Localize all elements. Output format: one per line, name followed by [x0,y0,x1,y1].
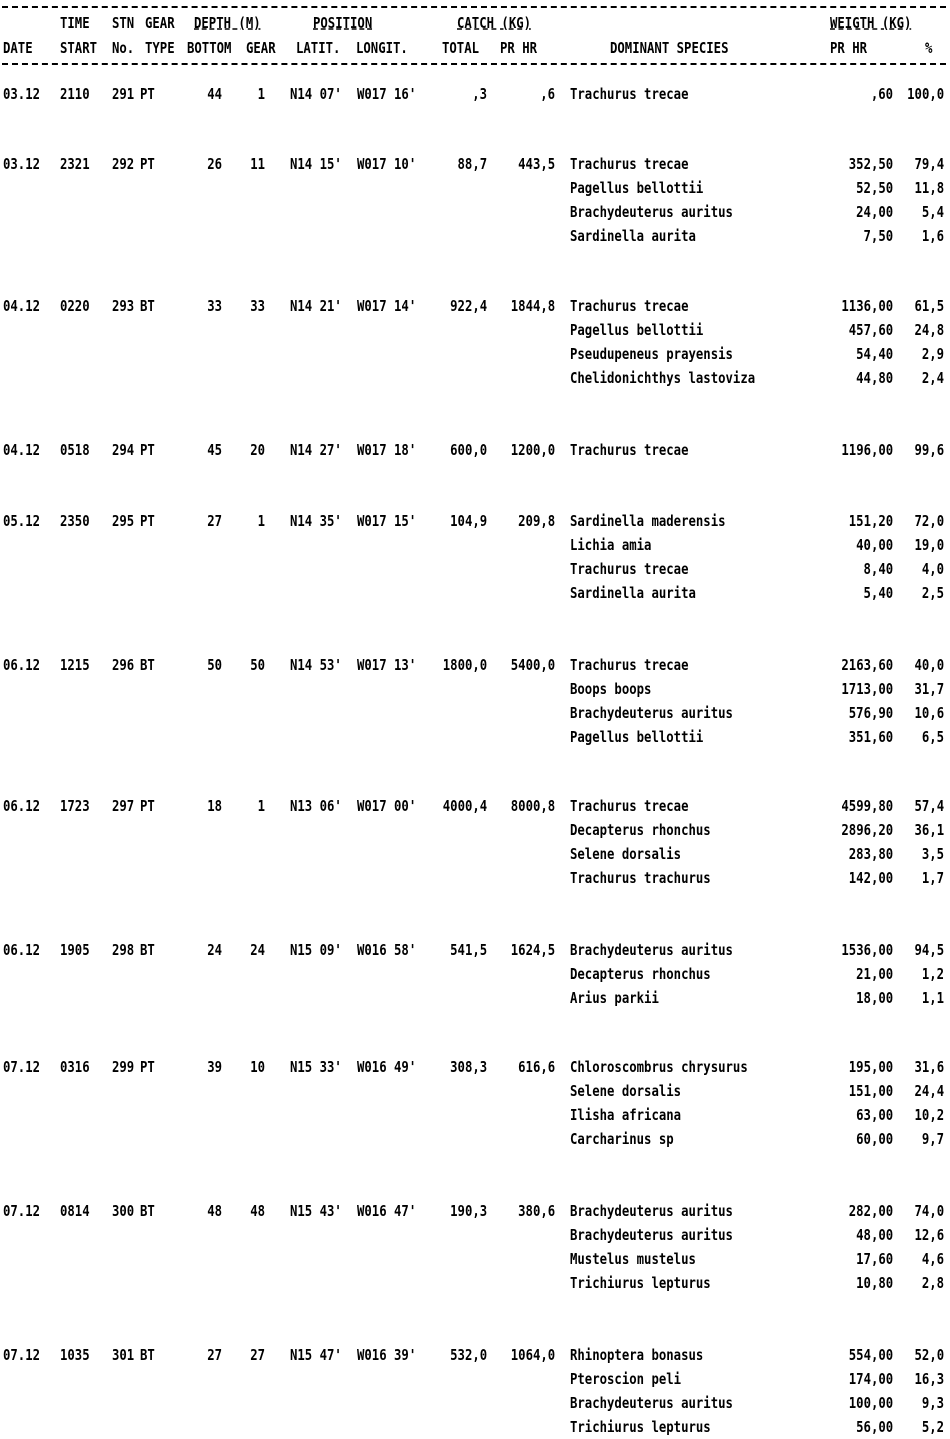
species-percent: 79,4 [914,155,944,173]
species-name: Sardinella aurita [570,227,696,245]
header-catch: CATCH (KG) [457,14,532,32]
station-lat: N15 43' [290,1202,342,1220]
station-total: 190,3 [449,1202,487,1220]
species-weight: 1196,00 [841,441,893,459]
species-weight: 8,40 [863,560,893,578]
species-name: Boops boops [570,680,652,698]
station-prhr: 8000,8 [510,797,555,815]
species-weight: 151,20 [848,512,893,530]
header-prhr: PR HR [500,39,538,57]
station-gear: PT [140,1058,155,1076]
species-weight: 7,50 [863,227,893,245]
station-lat: N14 07' [290,85,342,103]
station-lon: W017 10' [357,155,417,173]
station-date: 04.12 [3,441,41,459]
station-bottom: 44 [207,85,222,103]
station-lat: N15 33' [290,1058,342,1076]
station-stn: 299 [112,1058,135,1076]
species-percent: 36,1 [914,821,944,839]
station-stn: 300 [112,1202,135,1220]
station-geardepth: 1 [257,85,265,103]
species-weight: 195,00 [848,1058,893,1076]
species-weight: 21,00 [855,965,893,983]
header-stn: STN [112,14,135,32]
species-name: Sardinella aurita [570,584,696,602]
species-weight: 576,90 [848,704,893,722]
species-weight: 17,60 [855,1250,893,1268]
station-date: 07.12 [3,1346,41,1364]
species-weight: 56,00 [855,1418,893,1436]
species-name: Decapterus rhonchus [570,821,711,839]
station-lat: N14 21' [290,297,342,315]
species-name: Trachurus trecae [570,297,689,315]
station-lat: N14 27' [290,441,342,459]
header-species: DOMINANT SPECIES [610,39,729,57]
station-gear: BT [140,941,155,959]
station-lat: N14 35' [290,512,342,530]
station-geardepth: 24 [250,941,265,959]
species-name: Brachydeuterus auritus [570,203,733,221]
station-date: 03.12 [3,85,41,103]
station-geardepth: 1 [257,797,265,815]
species-percent: 5,2 [921,1418,944,1436]
header-latit: LATIT. [296,39,341,57]
species-weight: 1536,00 [841,941,893,959]
species-percent: 31,6 [914,1058,944,1076]
station-total: 532,0 [449,1346,487,1364]
species-percent: 61,5 [914,297,944,315]
station-date: 07.12 [3,1202,41,1220]
station-total: 4000,4 [442,797,487,815]
species-percent: 3,5 [921,845,944,863]
species-percent: 94,5 [914,941,944,959]
station-date: 06.12 [3,941,41,959]
species-weight: 18,00 [855,989,893,1007]
station-time: 0814 [60,1202,90,1220]
station-lon: W017 16' [357,85,417,103]
station-stn: 298 [112,941,135,959]
species-name: Selene dorsalis [570,1082,682,1100]
species-percent: 57,4 [914,797,944,815]
species-weight: 4599,80 [841,797,893,815]
station-prhr: 380,6 [517,1202,555,1220]
species-weight: 1713,00 [841,680,893,698]
species-weight: 457,60 [848,321,893,339]
species-name: Brachydeuterus auritus [570,1226,733,1244]
species-weight: 282,00 [848,1202,893,1220]
station-total: ,3 [472,85,487,103]
station-geardepth: 20 [250,441,265,459]
species-weight: 2163,60 [841,656,893,674]
station-total: 600,0 [449,441,487,459]
species-name: Trachurus trecae [570,155,689,173]
species-weight: 24,00 [855,203,893,221]
station-total: 1800,0 [442,656,487,674]
station-bottom: 24 [207,941,222,959]
species-name: Selene dorsalis [570,845,682,863]
station-total: 308,3 [449,1058,487,1076]
species-name: Trachurus trecae [570,656,689,674]
station-stn: 294 [112,441,135,459]
species-percent: 9,7 [921,1130,944,1148]
species-percent: 16,3 [914,1370,944,1388]
station-prhr: 1200,0 [510,441,555,459]
header-gear-depth: GEAR [246,39,276,57]
header-depth: DEPTH (M) [194,14,261,32]
species-percent: 40,0 [914,656,944,674]
station-geardepth: 48 [250,1202,265,1220]
species-weight: 554,00 [848,1346,893,1364]
species-name: Trichiurus lepturus [570,1418,711,1436]
station-lon: W017 00' [357,797,417,815]
station-stn: 296 [112,656,135,674]
station-geardepth: 50 [250,656,265,674]
station-prhr: 5400,0 [510,656,555,674]
station-lon: W017 18' [357,441,417,459]
station-lon: W016 47' [357,1202,417,1220]
species-weight: 48,00 [855,1226,893,1244]
station-prhr: 209,8 [517,512,555,530]
species-percent: 12,6 [914,1226,944,1244]
station-bottom: 50 [207,656,222,674]
species-percent: 2,5 [921,584,944,602]
station-stn: 292 [112,155,135,173]
station-geardepth: 27 [250,1346,265,1364]
species-name: Pteroscion peli [570,1370,682,1388]
species-weight: 1136,00 [841,297,893,315]
species-name: Chelidonichthys lastoviza [570,369,756,387]
station-date: 04.12 [3,297,41,315]
station-date: 06.12 [3,797,41,815]
header-dashed-rule [2,63,946,65]
species-percent: 10,6 [914,704,944,722]
station-lon: W017 15' [357,512,417,530]
species-name: Sardinella maderensis [570,512,726,530]
species-weight: 283,80 [848,845,893,863]
species-weight: 10,80 [855,1274,893,1292]
species-name: Trachurus trecae [570,85,689,103]
species-percent: 99,6 [914,441,944,459]
station-bottom: 26 [207,155,222,173]
species-percent: 24,4 [914,1082,944,1100]
header-time: TIME [60,14,90,32]
header-gear: GEAR [145,14,175,32]
species-percent: 9,3 [921,1394,944,1412]
station-lon: W016 39' [357,1346,417,1364]
station-gear: PT [140,512,155,530]
station-time: 2350 [60,512,90,530]
station-time: 2321 [60,155,90,173]
species-name: Carcharinus sp [570,1130,674,1148]
station-prhr: 1624,5 [510,941,555,959]
species-name: Brachydeuterus auritus [570,704,733,722]
species-percent: 4,0 [921,560,944,578]
species-name: Trachurus trachurus [570,869,711,887]
species-weight: 44,80 [855,369,893,387]
species-percent: 31,7 [914,680,944,698]
station-lon: W016 58' [357,941,417,959]
species-percent: 100,0 [906,85,944,103]
species-percent: 1,1 [921,989,944,1007]
station-stn: 293 [112,297,135,315]
species-name: Pagellus bellottii [570,728,704,746]
station-gear: BT [140,656,155,674]
species-weight: 63,00 [855,1106,893,1124]
station-date: 03.12 [3,155,41,173]
station-bottom: 39 [207,1058,222,1076]
station-stn: 297 [112,797,135,815]
station-geardepth: 1 [257,512,265,530]
station-lon: W017 13' [357,656,417,674]
station-time: 0220 [60,297,90,315]
station-time: 0316 [60,1058,90,1076]
station-date: 06.12 [3,656,41,674]
station-lat: N14 53' [290,656,342,674]
station-total: 104,9 [449,512,487,530]
species-name: Brachydeuterus auritus [570,1202,733,1220]
station-gear: PT [140,155,155,173]
header-longit: LONGIT. [356,39,408,57]
species-percent: 72,0 [914,512,944,530]
species-name: Chloroscombrus chrysurus [570,1058,748,1076]
station-gear: BT [140,1346,155,1364]
species-percent: 2,9 [921,345,944,363]
station-geardepth: 10 [250,1058,265,1076]
station-date: 05.12 [3,512,41,530]
species-name: Decapterus rhonchus [570,965,711,983]
species-percent: 1,2 [921,965,944,983]
station-lon: W017 14' [357,297,417,315]
header-start: START [60,39,98,57]
species-name: Rhinoptera bonasus [570,1346,704,1364]
station-gear: PT [140,797,155,815]
station-lat: N15 47' [290,1346,342,1364]
header-total: TOTAL [442,39,480,57]
header-position: POSITION [313,14,373,32]
species-percent: 11,8 [914,179,944,197]
station-time: 1215 [60,656,90,674]
station-bottom: 27 [207,1346,222,1364]
station-bottom: 18 [207,797,222,815]
species-weight: 40,00 [855,536,893,554]
station-time: 1035 [60,1346,90,1364]
species-percent: 19,0 [914,536,944,554]
top-dashed-rule [2,6,946,8]
station-bottom: 45 [207,441,222,459]
species-weight: 351,60 [848,728,893,746]
station-bottom: 27 [207,512,222,530]
station-lat: N13 06' [290,797,342,815]
species-weight: ,60 [870,85,893,103]
species-percent: 2,8 [921,1274,944,1292]
station-total: 922,4 [449,297,487,315]
station-bottom: 48 [207,1202,222,1220]
station-gear: BT [140,297,155,315]
species-name: Pseudupeneus prayensis [570,345,733,363]
species-percent: 24,8 [914,321,944,339]
station-bottom: 33 [207,297,222,315]
species-weight: 2896,20 [841,821,893,839]
station-stn: 291 [112,85,135,103]
species-percent: 1,7 [921,869,944,887]
species-percent: 2,4 [921,369,944,387]
species-weight: 60,00 [855,1130,893,1148]
header-no: No. [112,39,135,57]
species-weight: 52,50 [855,179,893,197]
species-name: Lichia amia [570,536,652,554]
station-total: 88,7 [457,155,487,173]
station-lon: W016 49' [357,1058,417,1076]
species-percent: 52,0 [914,1346,944,1364]
species-weight: 5,40 [863,584,893,602]
station-date: 07.12 [3,1058,41,1076]
species-percent: 6,5 [921,728,944,746]
header-percent: % [925,39,933,57]
species-weight: 100,00 [848,1394,893,1412]
station-total: 541,5 [449,941,487,959]
station-time: 1723 [60,797,90,815]
species-weight: 151,00 [848,1082,893,1100]
species-name: Trichiurus lepturus [570,1274,711,1292]
species-weight: 142,00 [848,869,893,887]
species-name: Trachurus trecae [570,441,689,459]
species-name: Trachurus trecae [570,797,689,815]
header-bottom: BOTTOM [187,39,232,57]
species-name: Brachydeuterus auritus [570,1394,733,1412]
station-time: 2110 [60,85,90,103]
header-type: TYPE [145,39,175,57]
station-time: 0518 [60,441,90,459]
species-percent: 74,0 [914,1202,944,1220]
species-percent: 5,4 [921,203,944,221]
species-name: Mustelus mustelus [570,1250,696,1268]
station-prhr: 1064,0 [510,1346,555,1364]
station-time: 1905 [60,941,90,959]
station-lat: N14 15' [290,155,342,173]
station-stn: 301 [112,1346,135,1364]
species-percent: 1,6 [921,227,944,245]
station-prhr: ,6 [540,85,555,103]
station-gear: BT [140,1202,155,1220]
species-weight: 54,40 [855,345,893,363]
species-name: Pagellus bellottii [570,321,704,339]
header-date: DATE [3,39,33,57]
species-name: Trachurus trecae [570,560,689,578]
species-percent: 10,2 [914,1106,944,1124]
station-gear: PT [140,85,155,103]
station-geardepth: 33 [250,297,265,315]
species-name: Brachydeuterus auritus [570,941,733,959]
species-weight: 174,00 [848,1370,893,1388]
station-geardepth: 11 [250,155,265,173]
header-weight-prhr: PR HR [830,39,868,57]
species-name: Pagellus bellottii [570,179,704,197]
header-weight: WEIGTH (KG) [830,14,912,32]
station-lat: N15 09' [290,941,342,959]
species-name: Arius parkii [570,989,659,1007]
station-prhr: 616,6 [517,1058,555,1076]
species-percent: 4,6 [921,1250,944,1268]
station-gear: PT [140,441,155,459]
station-prhr: 1844,8 [510,297,555,315]
station-prhr: 443,5 [517,155,555,173]
station-stn: 295 [112,512,135,530]
species-weight: 352,50 [848,155,893,173]
species-name: Ilisha africana [570,1106,682,1124]
